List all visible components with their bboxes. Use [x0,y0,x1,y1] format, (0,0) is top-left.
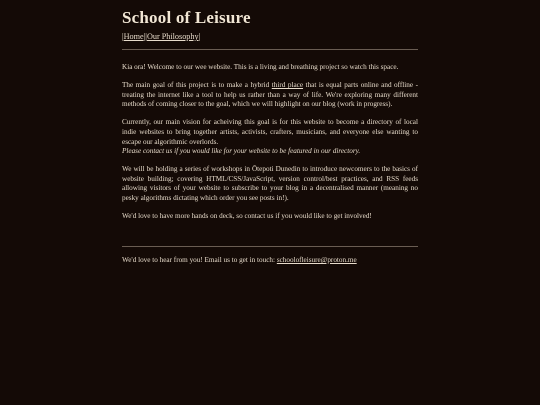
footer-divider [122,246,418,247]
get-involved-paragraph: We'd love to have more hands on deck, so contact us if you would like to get involved! [122,212,372,221]
nav-separator: | [145,32,147,41]
workshops-paragraph: We will be holding a series of workshops in Ōtepoti Dunedin to introduce newcomers to the basics of website building; covering HTML/CSS/JavaScript, version control/best practices, and RSS feeds allowing visitors of your website to subscribe to your blog in a decentralised manner (meaning no pesky algorithms dictating which order you see posts in!). [122,165,418,203]
footer [122,256,357,266]
header-divider [122,49,418,50]
vision-text: Currently, our main vision for acheiving this goal is for this website to become a directory of local indie websites to bring together artists, activists, crafters, musicians, and everyone else wanting to escape our algorithmic overlords. [122,118,418,146]
main-nav [122,32,200,41]
main-content [122,63,418,230]
directory-call-to-action: Please contact us if you would like for your website to be featured in our directory. [122,147,361,156]
footer-text: We'd love to hear from you! Email us to get in touch: [122,256,277,264]
nav-link-our-philosophy[interactable]: Our Philosophy [146,32,199,41]
email-link[interactable]: schoolofleisure@proton.me [276,256,357,264]
third-place-link[interactable]: third place [271,81,304,90]
nav-separator: | [143,32,146,41]
site-title: School of Leisure [122,8,251,27]
vision-paragraph [122,118,418,156]
nav-separator: | [122,32,124,41]
welcome-paragraph: Kia ora! Welcome to our wee website. This is a living and breathing project so watch this space. [122,63,399,71]
goal-text-end: that is equal parts online and offline - treating the internet like a tool to help us rather than a way of life. We're exploring many different methods of coming closer to the goal, which we will highlight on our blog (work in progress). [122,81,418,109]
goal-paragraph [122,81,418,110]
goal-text-start: The main goal of this project is to make a hybrid [122,81,272,90]
nav-link-home[interactable]: Home [123,32,144,41]
nav-separator: | [198,32,201,41]
